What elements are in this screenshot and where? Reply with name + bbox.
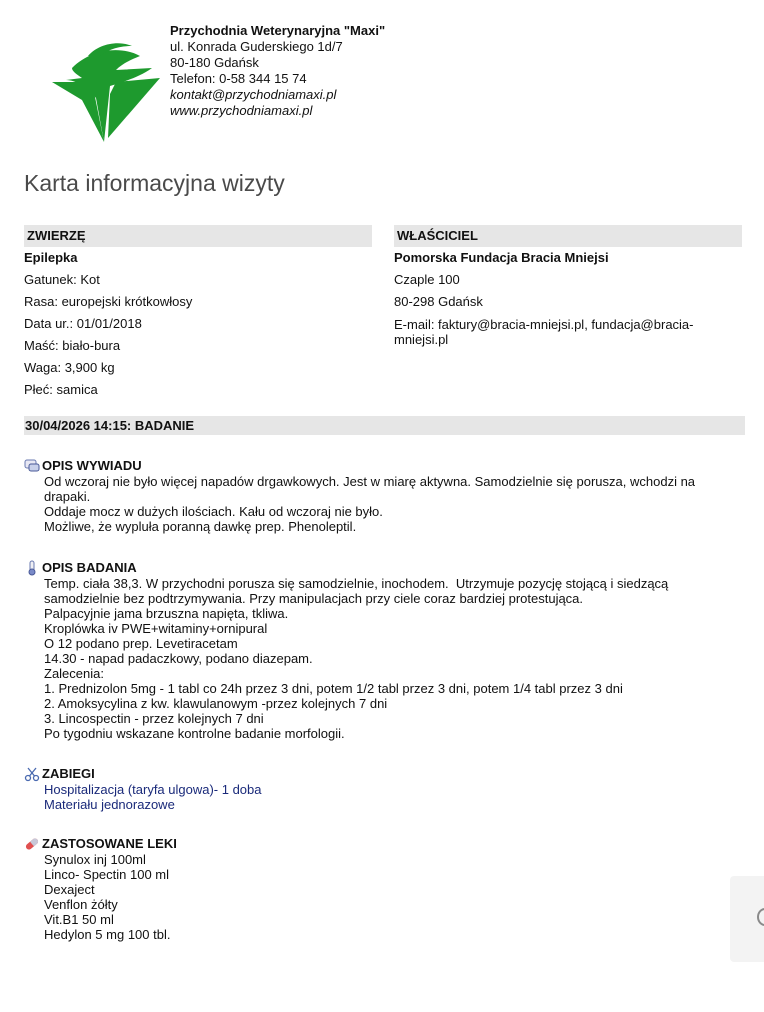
animal-species: Gatunek: Kot (24, 272, 100, 287)
owner-email: E-mail: faktury@bracia-mniejsi.pl, fundacja@bracia-mniejsi.pl (394, 317, 694, 347)
medications-block (24, 836, 744, 942)
examination-heading: OPIS BADANIA (42, 560, 137, 575)
animal-sex: Płeć: samica (24, 382, 98, 397)
procedures-heading: ZABIEGI (42, 766, 95, 781)
animal-birth-date: Data ur.: 01/01/2018 (24, 316, 142, 331)
medication-item: Dexaject (44, 882, 95, 897)
medication-item: Hedylon 5 mg 100 tbl. (44, 927, 171, 942)
interview-heading: OPIS WYWIADU (42, 458, 142, 473)
procedure-item: Materiału jednorazowe (44, 797, 175, 812)
clinic-city: 80-180 Gdańsk (170, 55, 259, 70)
owner-name: Pomorska Fundacja Bracia Mniejsi (394, 250, 609, 265)
thermometer-icon (24, 560, 40, 576)
visit-header: 30/04/2026 14:15: BADANIE (24, 416, 745, 435)
clinic-email-link[interactable]: kontakt@przychodniamaxi.pl (170, 87, 337, 102)
animal-name: Epilepka (24, 250, 78, 265)
clinic-logo (52, 38, 160, 148)
owner-section (394, 225, 742, 347)
examination-text: Temp. ciała 38,3. W przychodni porusza się samodzielnie, inochodem. Utrzymuje pozycję stojącą i siedzącą samodzielnie bez podtrzymywania. Przy manipulacjach przy ciele coraz bardziej protestująca. Palpacyjnie jama brzuszna napięta, tkliwa. Kroplówka iv PWE+witaminy+ornipural O 12 podano prep. Levetiracetam 14.30 - napad padaczkowy, podano diazepam. Zalecenia: 1. Prednizolon 5mg - 1 tabl co 24h przez 3 dni, potem 1/2 tabl przez 3 dni, potem 1/4 tabl przez 3 dni 2. Amoksycylina z kw. klawulanowym -przez kolejnych 7 dni 3. Lincospectin - przez kolejnych 7 dni Po tygodniu wskazane kontrolne badanie morfologii. (44, 576, 669, 741)
pill-icon (24, 836, 40, 852)
animal-weight: Waga: 3,900 kg (24, 360, 115, 375)
interview-text: Od wczoraj nie było więcej napadów drgawkowych. Jest w miarę aktywna. Samodzielnie się porusza, wchodzi na drapaki. Oddaje mocz w dużych ilościach. Kału od wczoraj nie było. Możliwe, że wypluła poranną dawkę prep. Phenoleptil. (44, 474, 696, 534)
clinic-street: ul. Konrada Guderskiego 1d/7 (170, 39, 343, 54)
clinic-info (170, 23, 385, 119)
owner-street: Czaple 100 (394, 272, 460, 287)
medications-heading: ZASTOSOWANE LEKI (42, 836, 177, 851)
side-help-button[interactable] (730, 876, 764, 962)
procedures-block (24, 766, 744, 812)
clinic-website-link[interactable]: www.przychodniamaxi.pl (170, 103, 313, 118)
interview-block (24, 458, 744, 534)
procedure-item: Hospitalizacja (taryfa ulgowa)- 1 doba (44, 782, 262, 797)
owner-city: 80-298 Gdańsk (394, 294, 483, 309)
scissors-icon (24, 766, 40, 782)
chat-icon (24, 458, 40, 474)
medication-item: Linco- Spectin 100 ml (44, 867, 170, 882)
clinic-phone: Telefon: 0-58 344 15 74 (170, 71, 307, 86)
animal-section (24, 225, 372, 401)
animal-heading: ZWIERZĘ (24, 225, 372, 247)
medication-item: Vit.B1 50 ml (44, 912, 114, 927)
animal-breed: Rasa: europejski krótkowłosy (24, 294, 193, 309)
examination-block (24, 560, 744, 741)
help-icon (757, 908, 764, 926)
medication-item: Venflon żółty (44, 897, 118, 912)
page-title: Karta informacyjna wizyty (24, 170, 285, 196)
medication-item: Synulox inj 100ml (44, 852, 146, 867)
animal-color: Maść: biało-bura (24, 338, 121, 353)
clinic-name: Przychodnia Weterynaryjna "Maxi" (170, 23, 386, 38)
owner-heading: WŁAŚCICIEL (394, 225, 742, 247)
